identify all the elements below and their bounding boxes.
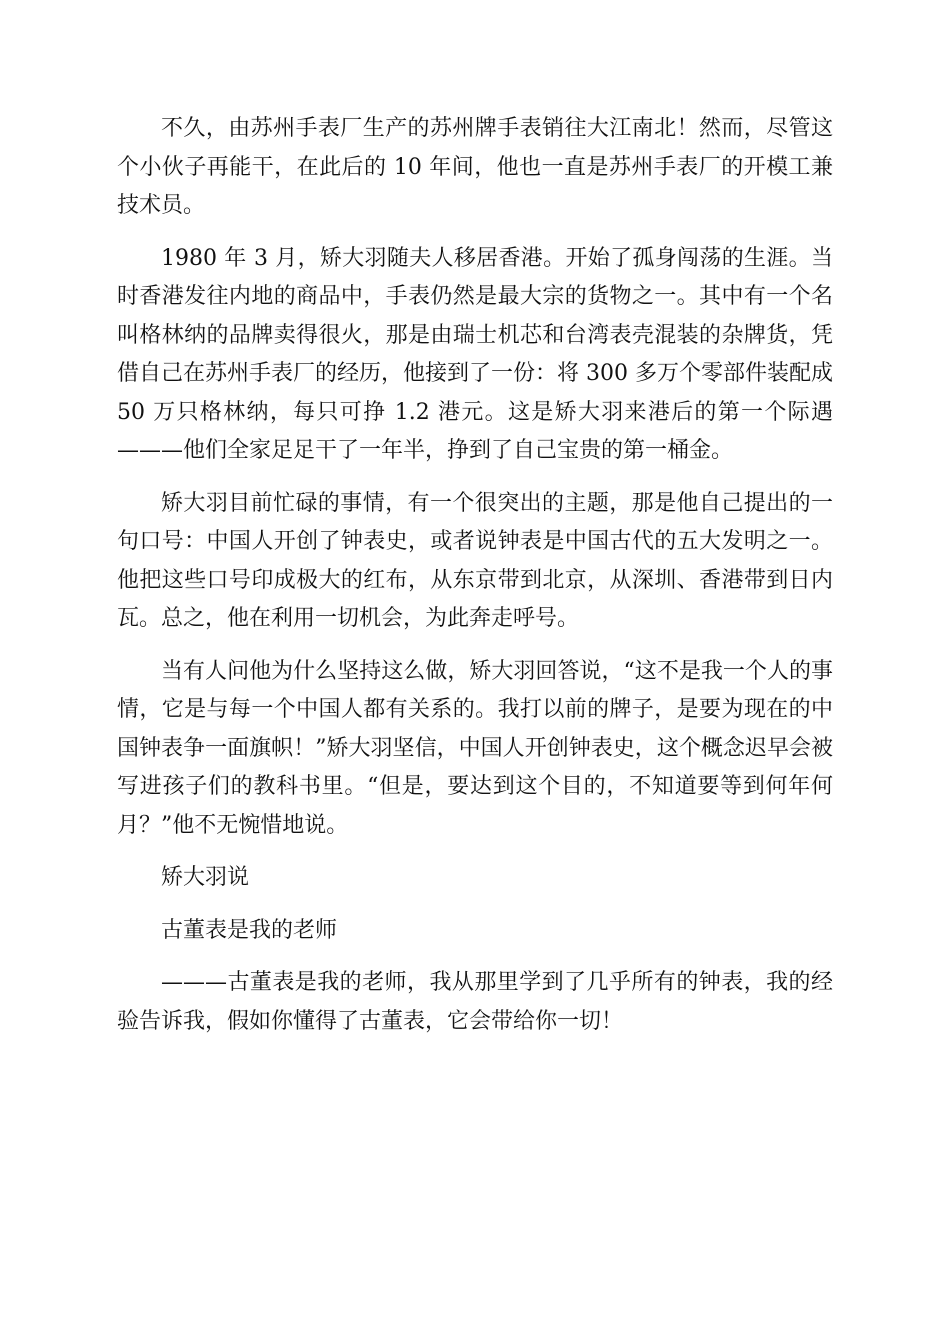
document-body — [117, 110, 833, 1055]
paragraph-quote: ———古董表是我的老师，我从那里学到了几乎所有的钟表，我的经验告诉我，假如你懂得了古董表，它会带给你一切！ — [117, 970, 833, 1034]
paragraph-2: 1980 年 3 月，矫大羽随夫人移居香港。开始了孤身闯荡的生涯。当时香港发往内地的商品中，手表仍然是最大宗的货物之一。其中有一个名叫格林纳的品牌卖得很火，那是由瑞士机芯和台湾表壳混装的杂牌货，凭借自己在苏州手表厂的经历，他接到了一份：将 300 多万个零部件装配成 50 万只格林纳，每只可挣 1.2 港元。这是矫大羽来港后的第一个际遇———他们全家足足干了一年半，挣到了自己宝贵的第一桶金。 — [117, 245, 833, 463]
paragraph-3: 矫大羽目前忙碌的事情，有一个很突出的主题，那是他自己提出的一句口号：中国人开创了钟表史，或者说钟表是中国古代的五大发明之一。他把这些口号印成极大的红布，从东京带到北京，从深圳、香港带到日内瓦。总之，他在利用一切机会，为此奔走呼号。 — [117, 490, 833, 631]
section-heading-speaker: 矫大羽说 — [161, 865, 250, 890]
section-heading-title: 古董表是我的老师 — [161, 917, 338, 943]
paragraph-4: 当有人问他为什么坚持这么做，矫大羽回答说，“这不是我一个人的事情，它是与每一个中国人都有关系的。我打以前的牌子，是要为现在的中国钟表争一面旗帜！”矫大羽坚信，中国人开创钟表史，这个概念迟早会被写进孩子们的教科书里。“但是，要达到这个目的，不知道要等到何年何月？”他不无惋惜地说。 — [117, 658, 833, 838]
paragraph-1: 不久，由苏州手表厂生产的苏州牌手表销往大江南北！然而，尽管这个小伙子再能干，在此后的 10 年间，他也一直是苏州手表厂的开模工兼技术员。 — [117, 116, 833, 218]
